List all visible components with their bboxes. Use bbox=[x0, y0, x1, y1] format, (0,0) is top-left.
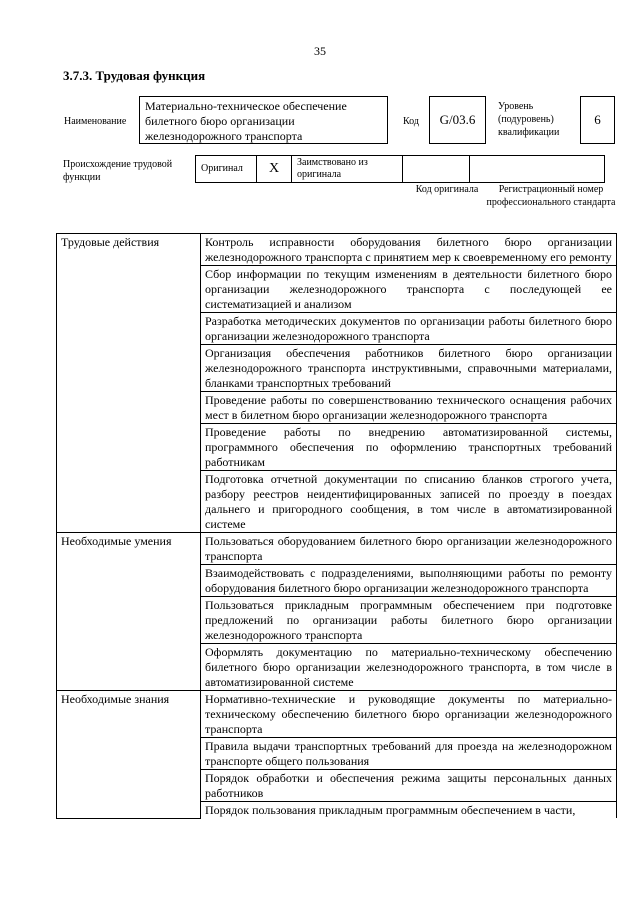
section-item: Пользоваться оборудованием билетного бюро организации железнодорожного транспорта bbox=[201, 533, 617, 565]
section-item: Оформлять документацию по материально-техническому обеспечению билетного бюро организации железнодорожного транспорта, в том числе в автоматизированной системе bbox=[201, 644, 617, 691]
section-item: Организация обеспечения работников билетного бюро организации железнодорожного транспорта инструктивными, справочными материалами, бланками транспортных требований bbox=[201, 345, 617, 392]
code-label: Код bbox=[403, 116, 419, 127]
section-item: Взаимодействовать с подразделениями, выполняющими работы по ремонту оборудования билетного бюро организации железнодорожного транспорта bbox=[201, 565, 617, 597]
section-label: Трудовые действия bbox=[57, 234, 201, 533]
level-label-line-1: Уровень bbox=[498, 101, 534, 112]
origin-label: Происхождение трудовой функции bbox=[63, 159, 173, 183]
section-item: Подготовка отчетной документации по списанию бланков строгого учета, разбору реестров неидентифицированных записей по проезду в поездах дальнего и пригородного сообщения, в том числе в автоматизированной системе bbox=[201, 471, 617, 533]
functions-table bbox=[56, 233, 617, 819]
name-label: Наименование bbox=[64, 116, 127, 127]
level-label-line-3: квалификации bbox=[498, 127, 560, 138]
section-item: Нормативно-технические и руководящие документы по материально-техническому обеспечению билетного бюро организации железнодорожного транспорта bbox=[201, 691, 617, 738]
level-label bbox=[498, 100, 559, 139]
level-value: 6 bbox=[580, 96, 615, 144]
section-item: Разработка методических документов по организации работы билетного бюро организации железнодорожного транспорта bbox=[201, 313, 617, 345]
registration-number-cell bbox=[470, 156, 605, 183]
section-item: Сбор информации по текущим изменениям в деятельности билетного бюро организации железнодорожного транспорта с последующей ее систематизацией и анализом bbox=[201, 266, 617, 313]
section-title: 3.7.3. Трудовая функция bbox=[63, 68, 206, 83]
borrowed-label: Заимствовано из оригинала bbox=[292, 156, 403, 183]
function-name-value: Материально-техническое обеспечение билетного бюро организации железнодорожного транспорта bbox=[139, 96, 388, 144]
section-item: Правила выдачи транспортных требований для проезда на железнодорожном транспорте общего пользования bbox=[201, 738, 617, 770]
section-item: Проведение работы по внедрению автоматизированной системы, программного обеспечения по оформлению транспортных требований работникам bbox=[201, 424, 617, 471]
registration-number-caption: Регистрационный номер профессионального стандарта bbox=[486, 184, 616, 208]
table-row bbox=[57, 533, 617, 565]
level-label-line-2: (подуровень) bbox=[498, 114, 554, 125]
table-row bbox=[57, 691, 617, 738]
section-item: Порядок обработки и обеспечения режима защиты персональных данных работников bbox=[201, 770, 617, 802]
page-number: 35 bbox=[314, 44, 326, 58]
original-code-cell bbox=[403, 156, 470, 183]
origin-table bbox=[195, 155, 605, 183]
section-item: Контроль исправности оборудования билетного бюро организации железнодорожного транспорта с принятием мер к своевременному его ремонту bbox=[201, 234, 617, 266]
original-mark: X bbox=[257, 156, 292, 183]
code-value: G/03.6 bbox=[429, 96, 486, 144]
section-item: Порядок пользования прикладным программным обеспечением в части, bbox=[201, 802, 617, 819]
code-original-caption: Код оригинала bbox=[415, 184, 479, 195]
table-row bbox=[57, 234, 617, 266]
original-label: Оригинал bbox=[196, 156, 257, 183]
section-label: Необходимые умения bbox=[57, 533, 201, 691]
section-label: Необходимые знания bbox=[57, 691, 201, 819]
section-item: Проведение работы по совершенствованию технического оснащения рабочих мест в билетном бюро организации железнодорожного транспорта bbox=[201, 392, 617, 424]
section-item: Пользоваться прикладным программным обеспечением при подготовке предложений по организации работы билетного бюро организации железнодорожного транспорта bbox=[201, 597, 617, 644]
